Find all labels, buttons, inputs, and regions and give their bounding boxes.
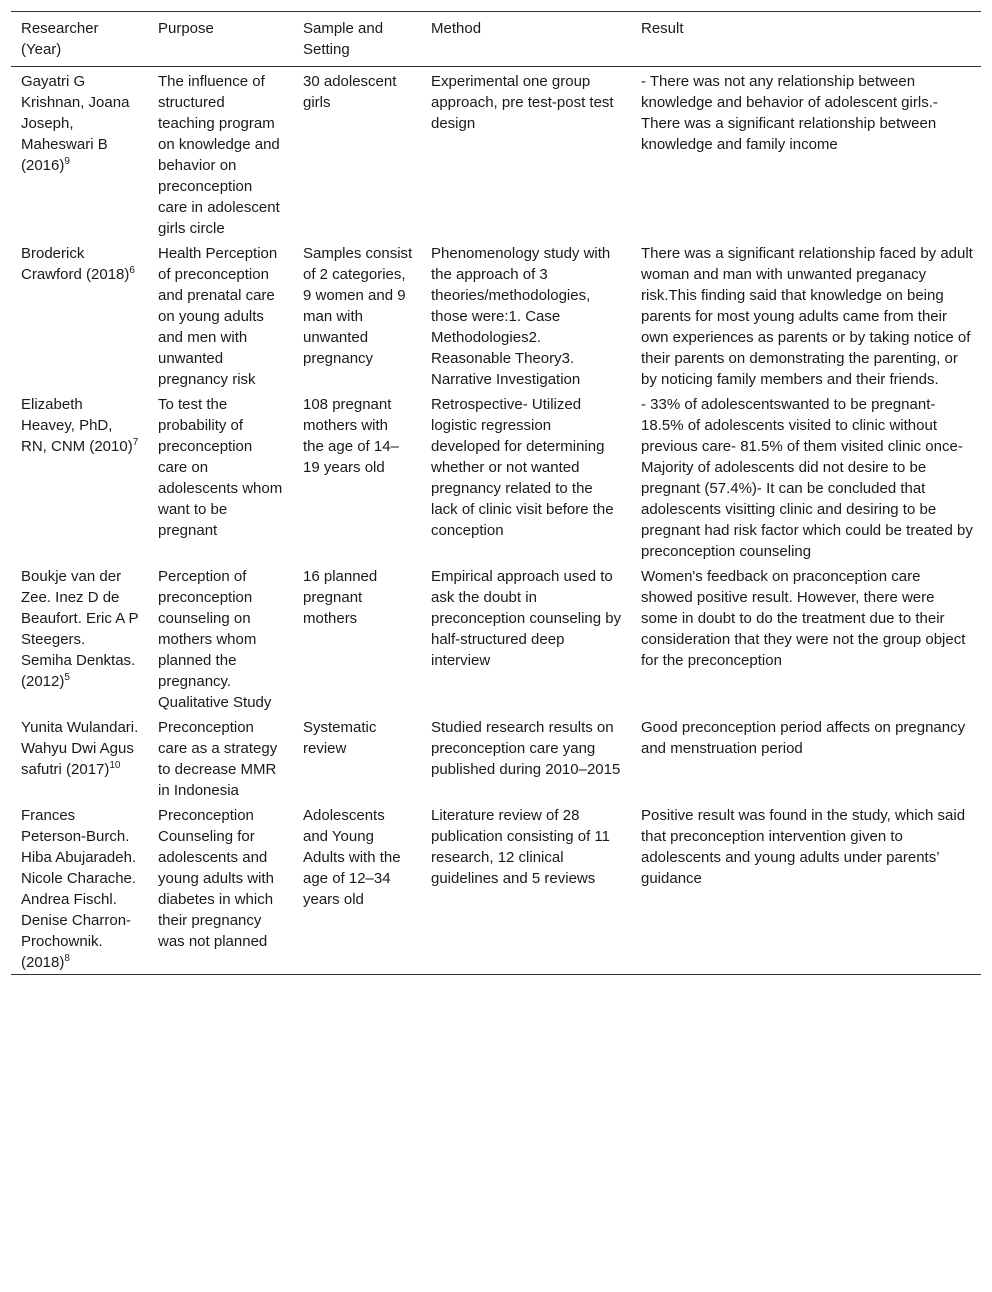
purpose-cell: Preconception Counseling for adolescents and young adults with diabetes in which their pregnancy was not planned [158,807,274,950]
table-row [11,67,981,241]
table-row [11,714,981,802]
header-method: Method [431,20,482,37]
purpose-cell: Preconception care as a strategy to decrease MMR in Indonesia [158,719,278,799]
result-cell: Good preconception period affects on pregnancy and menstruation period [641,719,966,757]
researcher-cell [11,802,148,975]
result-cell: Women's feedback on praconception care showed positive result. However, there were some in doubt to do the treatment due to their consideration that they were not the group object for the preconception [641,568,966,669]
researcher-name: Frances Peterson-Burch. Hiba Abujaradeh. Nicole Charache. Andrea Fischl. Denise Charron-Prochownik. (2018) [21,807,137,971]
method-cell: Retrospective- Utilized logistic regression developed for determining whether or not wanted pregnancy related to the lack of clinic visit before the conception [431,396,614,539]
method-cell: Empirical approach used to ask the doubt in preconception counseling by half-structured deep interview [431,568,622,669]
header-sample: Sample and Setting [303,20,384,58]
reference-number: 8 [64,953,70,964]
researcher-cell [11,240,148,391]
researcher-cell [11,67,148,241]
purpose-cell: Perception of preconception counseling on mothers whom planned the pregnancy. Qualitative Study [158,568,272,711]
sample-cell: Adolescents and Young Adults with the age of 12–34 years old [303,807,401,908]
researcher-cell [11,714,148,802]
header-result: Result [641,20,684,37]
reference-number: 7 [132,437,139,448]
purpose-cell: The influence of structured teaching program on knowledge and behavior on preconception care in adolescent girls circle [158,73,280,237]
researcher-name: Gayatri G Krishnan, Joana Joseph, Maheswari B (2016) [21,73,130,174]
table-row [11,240,981,391]
table-row [11,391,981,563]
table-row [11,802,981,975]
header-researcher: Researcher (Year) [21,20,99,58]
table-body [11,67,981,975]
sample-cell: 16 planned pregnant mothers [303,568,378,627]
reference-number: 6 [129,265,135,276]
literature-review-table [11,11,981,975]
table-row [11,563,981,714]
sample-cell: 108 pregnant mothers with the age of 14–19 years old [303,396,399,476]
sample-cell: Systematic review [303,719,377,757]
reference-number: 5 [64,672,70,683]
method-cell: Studied research results on preconception care yang published during 2010–2015 [431,719,621,778]
result-cell: - There was not any relationship between knowledge and behavior of adolescent girls.- There was a significant relationship between knowledge and family income [641,73,938,153]
researcher-name: Boukje van der Zee. Inez D de Beaufort. Eric A P Steegers. Semiha Denktas. (2012) [21,568,139,690]
reference-number: 9 [64,156,70,167]
method-cell: Literature review of 28 publication consisting of 11 research, 12 clinical guidelines and 5 reviews [431,807,611,887]
researcher-cell [11,563,148,714]
table-header [11,12,981,67]
header-purpose: Purpose [158,20,214,37]
method-cell: Experimental one group approach, pre test-post test design [431,73,614,132]
researcher-name: Broderick Crawford (2018) [21,245,130,283]
researcher-cell [11,391,148,563]
purpose-cell: To test the probability of preconception care on adolescents whom want to be pregnant [158,396,283,539]
reference-number: 10 [109,760,121,771]
result-cell: Positive result was found in the study, which said that preconception intervention given to adolescents and young adults under parents’ guidance [641,807,966,887]
researcher-name: Yunita Wulandari. Wahyu Dwi Agus safutri (2017) [21,719,139,778]
result-cell: There was a significant relationship faced by adult woman and man with unwanted preganacy risk.This finding said that knowledge on being parents for most young adults came from their own experiences as parents or by taking notice of their parents on demonstrating the parenting, or by noticing family members and their friends. [641,245,973,388]
literature-review-table-wrapper [11,11,981,975]
sample-cell: Samples consist of 2 categories, 9 women and 9 man with unwanted pregnancy [303,245,413,367]
header-row [11,12,981,67]
researcher-name: Elizabeth Heavey, PhD, RN, CNM (2010) [21,396,133,455]
purpose-cell: Health Perception of preconception and prenatal care on young adults and men with unwanted pregnancy risk [158,245,278,388]
sample-cell: 30 adolescent girls [303,73,397,111]
method-cell: Phenomenology study with the approach of 3 theories/methodologies, those were:1. Case Methodologies2. Reasonable Theory3. Narrative Investigation [431,245,611,388]
result-cell: - 33% of adolescentswanted to be pregnant- 18.5% of adolescents visited to clinic without previous care- 81.5% of them visited clinic once- Majority of adolescents did not desire to be pregnant (57.4%)- It can be concluded that adolescents visitting clinic and desiring to be pregnant had risk factor which could be treated by preconception counseling [641,396,973,560]
